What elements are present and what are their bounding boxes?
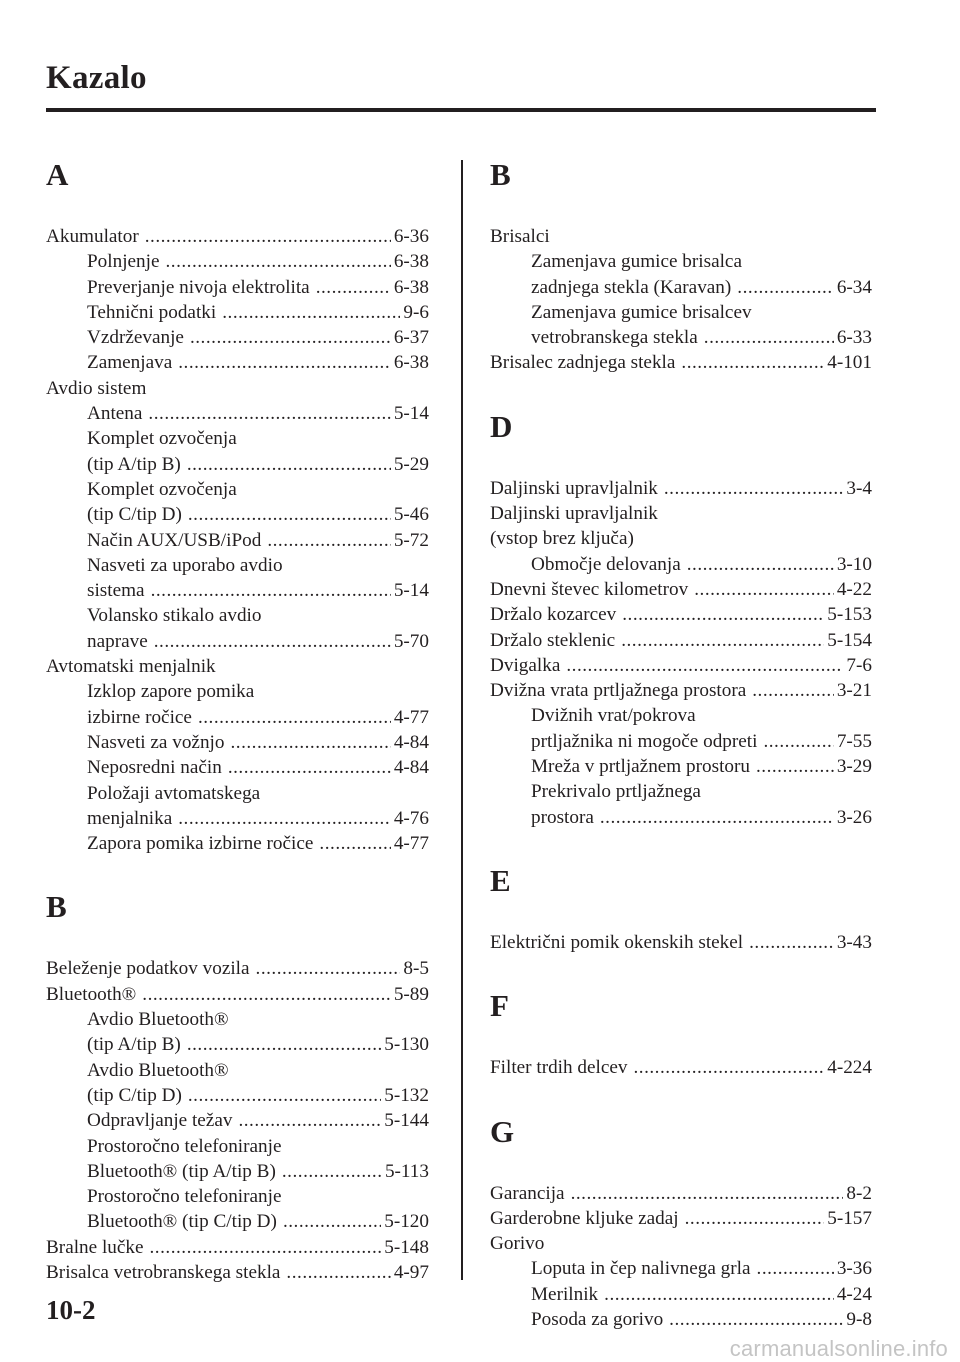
entry-page-ref: 6-36 bbox=[393, 226, 429, 247]
index-entry bbox=[490, 678, 872, 703]
entry-text: Bluetooth® (tip A/tip B) bbox=[87, 1160, 276, 1182]
entry-page-ref: 4-77 bbox=[393, 706, 429, 728]
dot-leader bbox=[749, 930, 834, 955]
index-subentry bbox=[490, 729, 872, 754]
index-subentry bbox=[46, 1108, 429, 1133]
entry-text: izbirne ročice bbox=[87, 706, 192, 728]
entry-text: Daljinski upravljalnik bbox=[490, 503, 658, 525]
entry-page-ref: 4-76 bbox=[393, 807, 429, 829]
section-letter: G bbox=[490, 1113, 515, 1149]
entry-page-ref: 5-72 bbox=[393, 529, 429, 551]
index-entry bbox=[490, 628, 872, 653]
entry-text: Akumulator bbox=[46, 226, 139, 247]
entry-text: Zapora pomika izbirne ročice bbox=[87, 833, 314, 855]
entry-text: Vzdrževanje bbox=[87, 327, 184, 349]
entry-text: Odpravljanje težav bbox=[87, 1110, 233, 1132]
entry-text: Prekrivalo prtljažnega bbox=[531, 781, 701, 803]
entry-text: Volansko stikalo avdio bbox=[87, 605, 262, 627]
index-subentry bbox=[46, 603, 429, 628]
index-section bbox=[490, 985, 872, 1080]
dot-leader bbox=[190, 325, 391, 350]
index-subentry bbox=[46, 1134, 429, 1159]
index-section bbox=[490, 860, 872, 955]
entry-text: Brisalca vetrobranskega stekla bbox=[46, 1261, 281, 1283]
index-subentry bbox=[46, 477, 429, 502]
dot-leader bbox=[230, 730, 390, 755]
index-entry bbox=[46, 1235, 429, 1260]
index-subentry bbox=[46, 553, 429, 578]
entry-text: Merilnik bbox=[531, 1283, 599, 1305]
index-subentry bbox=[46, 401, 429, 426]
entry-page-ref: 4-101 bbox=[827, 352, 872, 374]
index-subentry bbox=[46, 249, 429, 274]
index-subentry bbox=[46, 755, 429, 780]
index-entry bbox=[490, 653, 872, 678]
entry-text: Mreža v prtljažnem prostoru bbox=[531, 756, 750, 778]
entry-text: Električni pomik okenskih stekel bbox=[490, 931, 744, 953]
section-letter: B bbox=[46, 889, 67, 925]
index-subentry bbox=[490, 754, 872, 779]
dot-leader bbox=[187, 1032, 381, 1057]
index-entry bbox=[490, 930, 872, 955]
dot-leader bbox=[282, 1159, 382, 1184]
index-column-right bbox=[490, 154, 872, 1362]
entry-text: Način AUX/USB/iPod bbox=[87, 529, 262, 551]
entry-text: Neposredni način bbox=[87, 757, 222, 779]
index-entry bbox=[490, 224, 872, 249]
index-subentry bbox=[490, 1282, 872, 1307]
dot-leader bbox=[222, 300, 400, 325]
watermark: carmanualsonline.info bbox=[729, 1336, 948, 1361]
entry-text: prostora bbox=[531, 806, 594, 828]
index-subentry bbox=[46, 679, 429, 704]
entry-text: Avtomatski menjalnik bbox=[46, 656, 216, 678]
entry-page-ref: 4-77 bbox=[393, 833, 429, 855]
dot-leader bbox=[283, 1209, 381, 1234]
entry-text: Zamenjava gumice brisalca bbox=[531, 251, 742, 273]
index-entry bbox=[490, 1231, 872, 1256]
index-subentry bbox=[46, 629, 429, 654]
entry-text: Brisalec zadnjega stekla bbox=[490, 352, 676, 374]
entry-text: Gorivo bbox=[490, 1233, 545, 1255]
entry-page-ref: 4-84 bbox=[393, 757, 429, 779]
dot-leader bbox=[198, 705, 391, 730]
entry-page-ref: 3-43 bbox=[836, 931, 872, 953]
index-subentry bbox=[46, 806, 429, 831]
dot-leader bbox=[681, 350, 824, 375]
dot-leader bbox=[704, 325, 834, 350]
dot-leader bbox=[150, 1235, 382, 1260]
index-subentry bbox=[46, 350, 429, 375]
index-subentry bbox=[490, 300, 872, 325]
entry-text: zadnjega stekla (Karavan) bbox=[531, 276, 732, 298]
index-section bbox=[490, 1111, 872, 1333]
index-entry bbox=[46, 376, 429, 401]
entry-text: Bluetooth® (tip C/tip D) bbox=[87, 1211, 277, 1233]
dot-leader bbox=[238, 1108, 381, 1133]
entry-page-ref: 9-6 bbox=[403, 301, 429, 323]
entry-page-ref: 4-97 bbox=[393, 1261, 429, 1283]
entry-page-ref: 8-5 bbox=[403, 958, 429, 980]
index-subentry bbox=[490, 249, 872, 274]
index-entry bbox=[46, 982, 429, 1007]
header-rule bbox=[46, 108, 876, 112]
entry-page-ref: 5-46 bbox=[393, 504, 429, 526]
entry-text: Beleženje podatkov vozila bbox=[46, 958, 250, 980]
entry-page-ref: 5-113 bbox=[384, 1160, 429, 1182]
index-section bbox=[46, 886, 429, 1285]
entry-text: Držalo steklenic bbox=[490, 629, 616, 651]
dot-leader bbox=[757, 1256, 834, 1281]
dot-leader bbox=[752, 678, 834, 703]
entry-page-ref: 6-34 bbox=[836, 276, 872, 298]
entry-page-ref: 4-22 bbox=[836, 578, 872, 600]
index-entry bbox=[46, 224, 429, 249]
index-subentry bbox=[46, 502, 429, 527]
entry-page-ref: 5-14 bbox=[393, 580, 429, 602]
dot-leader bbox=[151, 578, 391, 603]
entry-text: prtljažnika ni mogoče odpreti bbox=[531, 730, 758, 752]
index-entry bbox=[46, 654, 429, 679]
index-entry bbox=[46, 1260, 429, 1285]
entry-page-ref: 4-24 bbox=[836, 1283, 872, 1305]
index-entry bbox=[490, 501, 872, 526]
entry-text: vetrobranskega stekla bbox=[531, 327, 698, 349]
page-title: Kazalo bbox=[46, 60, 147, 96]
entry-text: Dvižna vrata prtljažnega prostora bbox=[490, 680, 747, 702]
index-subentry bbox=[46, 325, 429, 350]
entry-page-ref: 3-4 bbox=[846, 477, 872, 499]
entry-text: Tehnični podatki bbox=[87, 301, 217, 323]
entry-text: Filter trdih delcev bbox=[490, 1057, 628, 1079]
entry-text: Prostoročno telefoniranje bbox=[87, 1135, 282, 1157]
entry-text: (tip A/tip B) bbox=[87, 1034, 181, 1056]
entry-page-ref: 6-38 bbox=[393, 352, 429, 374]
entry-page-ref: 6-37 bbox=[393, 327, 429, 349]
dot-leader bbox=[669, 1307, 843, 1332]
index-section bbox=[490, 154, 872, 376]
dot-leader bbox=[566, 653, 843, 678]
entry-text: Območje delovanja bbox=[531, 553, 681, 575]
index-subentry bbox=[46, 705, 429, 730]
entry-text: Loputa in čep nalivnega grla bbox=[531, 1258, 751, 1280]
entry-page-ref: 3-10 bbox=[836, 553, 872, 575]
index-subentry bbox=[46, 1159, 429, 1184]
index-subentry bbox=[490, 1307, 872, 1332]
entry-page-ref: 6-38 bbox=[393, 276, 429, 298]
entry-page-ref: 5-130 bbox=[384, 1034, 429, 1056]
entry-text: sistema bbox=[87, 580, 145, 602]
section-letter: E bbox=[490, 862, 511, 898]
entry-text: Dvigalka bbox=[490, 654, 561, 676]
entry-text: Garderobne kljuke zadaj bbox=[490, 1207, 679, 1229]
entry-text: menjalnika bbox=[87, 807, 173, 829]
index-entry bbox=[490, 1181, 872, 1206]
entry-page-ref: 7-6 bbox=[846, 654, 872, 676]
dot-leader bbox=[154, 629, 391, 654]
section-letter: A bbox=[46, 157, 69, 192]
index-entry bbox=[490, 476, 872, 501]
entry-page-ref: 5-154 bbox=[827, 629, 872, 651]
entry-text: (tip C/tip D) bbox=[87, 504, 182, 526]
index-subentry bbox=[490, 552, 872, 577]
index-section bbox=[490, 406, 872, 830]
entry-page-ref: 3-36 bbox=[836, 1258, 872, 1280]
index-subentry bbox=[46, 426, 429, 451]
index-subentry bbox=[46, 1007, 429, 1032]
section-letter: F bbox=[490, 988, 509, 1024]
dot-leader bbox=[737, 275, 834, 300]
dot-leader bbox=[188, 502, 391, 527]
index-subentry bbox=[46, 1058, 429, 1083]
dot-leader bbox=[316, 275, 391, 300]
index-subentry bbox=[46, 831, 429, 856]
entry-page-ref: 5-144 bbox=[384, 1110, 429, 1132]
index-section bbox=[46, 154, 429, 856]
entry-text: Zamenjava gumice brisalcev bbox=[531, 301, 752, 323]
entry-text: Prostoročno telefoniranje bbox=[87, 1186, 282, 1208]
entry-text: Avdio Bluetooth® bbox=[87, 1059, 229, 1081]
dot-leader bbox=[187, 452, 391, 477]
dot-leader bbox=[142, 982, 391, 1007]
index-subentry bbox=[46, 730, 429, 755]
index-subentry bbox=[490, 1256, 872, 1281]
dot-leader bbox=[685, 1206, 825, 1231]
index-entry bbox=[46, 956, 429, 981]
section-letter: D bbox=[490, 408, 513, 444]
index-subentry bbox=[46, 1032, 429, 1057]
index-entry bbox=[490, 526, 872, 551]
index-subentry bbox=[46, 275, 429, 300]
index-subentry bbox=[46, 300, 429, 325]
dot-leader bbox=[178, 350, 391, 375]
entry-text: Komplet ozvočenja bbox=[87, 428, 237, 450]
entry-text: Dvižnih vrat/pokrova bbox=[531, 705, 696, 727]
entry-page-ref: 5-157 bbox=[827, 1207, 872, 1229]
entry-text: Polnjenje bbox=[87, 251, 160, 273]
entry-page-ref: 6-33 bbox=[836, 327, 872, 349]
entry-page-ref: 5-120 bbox=[384, 1211, 429, 1233]
index-entry bbox=[490, 602, 872, 627]
index-subentry bbox=[490, 805, 872, 830]
entry-text: Garancija bbox=[490, 1182, 565, 1204]
dot-leader bbox=[664, 476, 844, 501]
entry-text: Antena bbox=[87, 403, 143, 425]
entry-page-ref: 5-70 bbox=[393, 630, 429, 652]
index-subentry bbox=[46, 578, 429, 603]
dot-leader bbox=[178, 806, 391, 831]
index-column-left bbox=[46, 154, 429, 1315]
entry-text: Avdio sistem bbox=[46, 377, 147, 399]
section-letter: B bbox=[490, 157, 511, 192]
entry-text: (tip C/tip D) bbox=[87, 1084, 182, 1106]
dot-leader bbox=[633, 1055, 824, 1080]
dot-leader bbox=[319, 831, 390, 856]
page-number: 10-2 bbox=[46, 1295, 96, 1325]
index-subentry bbox=[46, 1209, 429, 1234]
entry-page-ref: 5-14 bbox=[393, 403, 429, 425]
entry-page-ref: 4-224 bbox=[827, 1057, 872, 1079]
entry-text: Izklop zapore pomika bbox=[87, 681, 255, 703]
index-entry bbox=[490, 1055, 872, 1080]
dot-leader bbox=[763, 729, 833, 754]
entry-page-ref: 3-21 bbox=[836, 680, 872, 702]
dot-leader bbox=[228, 755, 391, 780]
dot-leader bbox=[145, 224, 391, 249]
dot-leader bbox=[604, 1282, 834, 1307]
entry-page-ref: 3-26 bbox=[836, 806, 872, 828]
index-subentry bbox=[46, 1184, 429, 1209]
entry-text: Preverjanje nivoja elektrolita bbox=[87, 276, 310, 298]
entry-page-ref: 3-29 bbox=[836, 756, 872, 778]
entry-text: naprave bbox=[87, 630, 148, 652]
dot-leader bbox=[622, 602, 824, 627]
entry-text: Avdio Bluetooth® bbox=[87, 1009, 229, 1031]
index-subentry bbox=[46, 781, 429, 806]
index-subentry bbox=[46, 528, 429, 553]
entry-page-ref: 6-38 bbox=[393, 251, 429, 273]
index-subentry bbox=[490, 703, 872, 728]
index-subentry bbox=[46, 452, 429, 477]
dot-leader bbox=[267, 528, 391, 553]
entry-text: Zamenjava bbox=[87, 352, 173, 374]
dot-leader bbox=[687, 552, 834, 577]
dot-leader bbox=[148, 401, 390, 426]
entry-page-ref: 5-89 bbox=[393, 983, 429, 1005]
entry-text: Bluetooth® bbox=[46, 983, 137, 1005]
index-subentry bbox=[46, 1083, 429, 1108]
dot-leader bbox=[286, 1260, 390, 1285]
entry-page-ref: 5-153 bbox=[827, 604, 872, 626]
entry-text: Dnevni števec kilometrov bbox=[490, 578, 689, 600]
index-subentry bbox=[490, 325, 872, 350]
dot-leader bbox=[188, 1083, 381, 1108]
entry-text: Posoda za gorivo bbox=[531, 1309, 664, 1331]
entry-text: Brisalci bbox=[490, 226, 550, 247]
entry-page-ref: 7-55 bbox=[836, 730, 872, 752]
entry-page-ref: 5-132 bbox=[384, 1084, 429, 1106]
index-entry bbox=[490, 350, 872, 375]
dot-leader bbox=[571, 1181, 844, 1206]
dot-leader bbox=[756, 754, 834, 779]
dot-leader bbox=[694, 577, 834, 602]
dot-leader bbox=[600, 805, 834, 830]
index-entry bbox=[490, 577, 872, 602]
entry-text: Komplet ozvočenja bbox=[87, 478, 237, 500]
entry-page-ref: 9-8 bbox=[846, 1309, 872, 1331]
entry-page-ref: 5-148 bbox=[384, 1236, 429, 1258]
dot-leader bbox=[165, 249, 390, 274]
index-subentry bbox=[490, 779, 872, 804]
dot-leader bbox=[621, 628, 824, 653]
entry-text: Bralne lučke bbox=[46, 1236, 144, 1258]
entry-text: Nasveti za uporabo avdio bbox=[87, 554, 283, 576]
dot-leader bbox=[256, 956, 401, 981]
entry-text: (tip A/tip B) bbox=[87, 453, 181, 475]
entry-text: Nasveti za vožnjo bbox=[87, 731, 225, 753]
entry-text: Držalo kozarcev bbox=[490, 604, 617, 626]
column-divider bbox=[461, 160, 463, 1280]
index-entry bbox=[490, 1206, 872, 1231]
entry-page-ref: 8-2 bbox=[846, 1182, 872, 1204]
entry-text: Položaji avtomatskega bbox=[87, 782, 261, 804]
index-subentry bbox=[490, 275, 872, 300]
entry-text: (vstop brez ključa) bbox=[490, 528, 634, 550]
entry-page-ref: 5-29 bbox=[393, 453, 429, 475]
entry-text: Daljinski upravljalnik bbox=[490, 477, 658, 499]
entry-page-ref: 4-84 bbox=[393, 731, 429, 753]
